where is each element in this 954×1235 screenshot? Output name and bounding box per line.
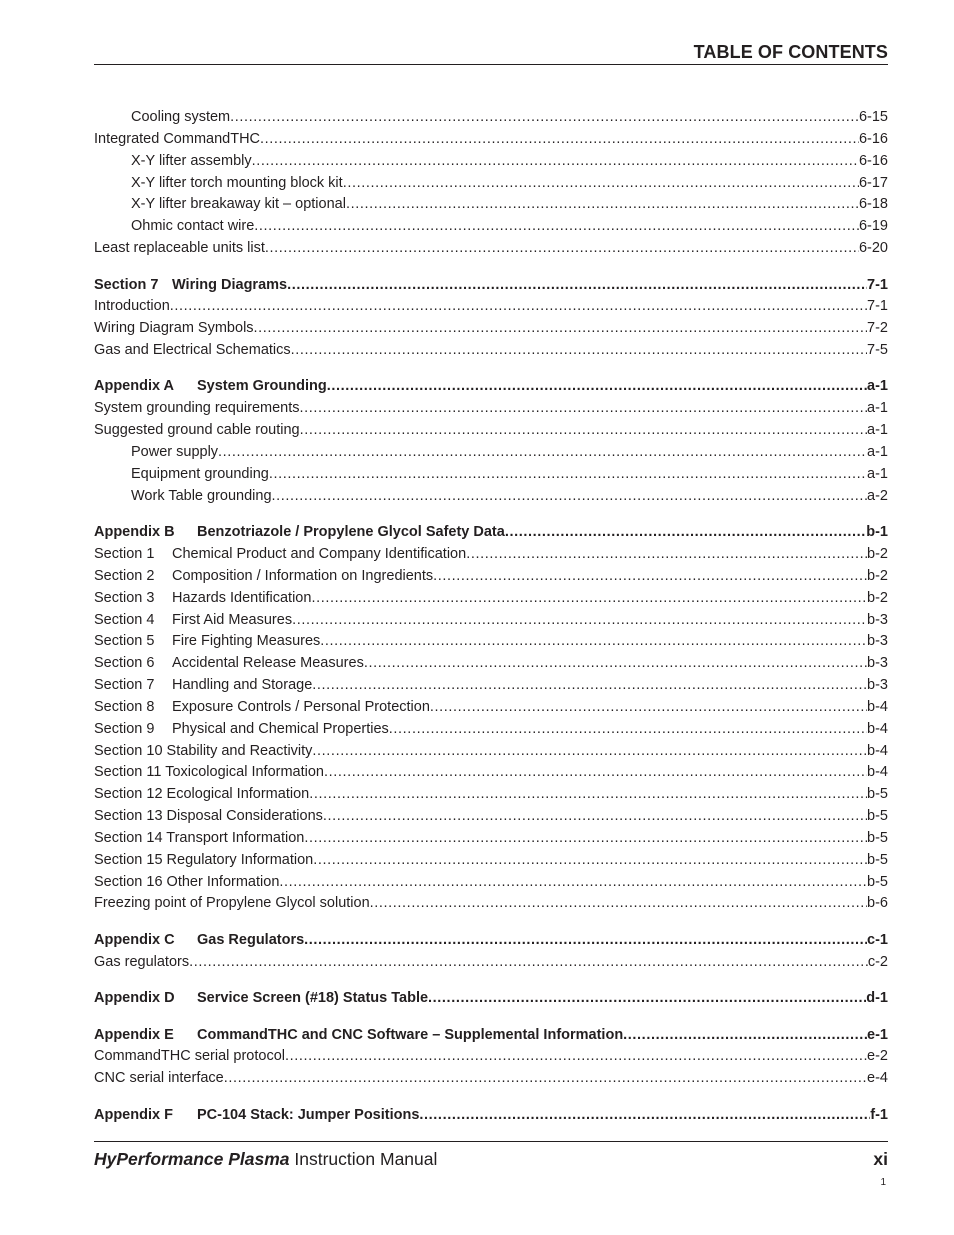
toc-page-number: b-4 [867,698,888,715]
toc-entry-prefix: Section 2 [94,567,155,584]
toc-entry-label: Least replaceable units list [94,240,265,257]
toc-entry-label: Section 14 Transport Information [94,829,305,846]
toc-entry [94,544,888,566]
toc-page-number: b-4 [867,764,888,781]
dot-leader [309,784,867,806]
footer-page-number: 1 [880,1177,886,1188]
toc-entry-title [94,340,291,362]
toc-entry-label: First Aid Measures [172,611,293,628]
toc-entry-label: Composition / Information on Ingredients [172,567,434,584]
toc-entry [94,1046,888,1068]
toc-page-number: a-1 [867,400,888,417]
toc-entry-prefix: Section 3 [94,589,155,606]
toc-page-number: 6-15 [858,109,888,125]
toc-page-number: a-1 [867,378,888,395]
toc-page-number: 7-1 [867,298,888,315]
toc-entry-title [94,828,304,850]
toc-entry [94,588,888,610]
dot-leader [370,893,867,915]
toc-section-heading [94,275,888,297]
toc-entry-prefix: Appendix C [94,931,175,948]
toc-entry-title [94,1068,224,1090]
toc-entry [94,420,888,442]
toc-page-number: b-4 [867,742,888,759]
toc-entry-title [94,762,324,784]
dot-leader [323,806,867,828]
toc-section-heading [94,376,888,398]
toc-entry-title [94,238,265,260]
toc-page-number: b-2 [867,545,888,562]
toc-entry-title [94,398,300,420]
toc-entry-label: X-Y lifter torch mounting block kit [131,174,343,191]
toc-entry-label: Chemical Product and Company Identification [172,545,467,562]
toc-entry-title [94,275,287,297]
toc-entry [94,107,888,129]
dot-leader [327,376,867,398]
toc-entry-title [131,216,254,238]
toc-entry-title [94,806,323,828]
toc-entry-label: Section 13 Disposal Considerations [94,808,323,825]
toc-entry-title [94,893,370,915]
dot-leader [300,420,867,442]
toc-entry [94,173,888,195]
toc-entry-label: Wiring Diagrams [172,276,288,293]
dot-leader [291,340,867,362]
dot-leader [265,238,859,260]
toc-entry-label: CNC serial interface [94,1070,224,1087]
toc-page-number: 6-19 [858,218,888,235]
toc-entry-title [94,129,260,151]
toc-entry-title [94,850,313,872]
toc-entry-prefix: Appendix D [94,990,175,1007]
toc-entry [94,398,888,420]
dot-leader [252,151,859,173]
footer-rule [94,1141,888,1142]
dot-leader [312,741,867,763]
toc-entry-label: Hazards Identification [172,589,312,606]
toc-entry [94,340,888,362]
toc-page-number: e-4 [867,1070,888,1087]
toc-entry [94,872,888,894]
toc-page-number: b-1 [866,524,888,541]
toc-entry-label: Power supply [131,444,219,460]
toc-entry-title [94,653,364,675]
toc-entry-label: CommandTHC and CNC Software – Supplemental Information [197,1026,624,1043]
toc-page-number: 6-20 [858,240,888,257]
toc-entry-label: PC-104 Stack: Jumper Positions [197,1106,420,1123]
toc-entry-label: Accidental Release Measures [172,655,364,672]
toc-entry-title [94,1046,285,1068]
dot-leader [320,631,867,653]
toc-entry-prefix: Appendix A [94,378,175,395]
dot-leader [304,930,867,952]
toc-page-number: a-1 [867,422,888,439]
toc-page-number: 6-16 [858,130,888,147]
toc-page-number: b-3 [867,655,888,672]
dot-leader [292,610,867,632]
toc-entry-title [94,930,304,952]
toc-entry-title [131,194,346,216]
toc-page-number: b-3 [867,633,888,650]
dot-leader [287,275,867,297]
toc-entry-label: Section 15 Regulatory Information [94,851,314,868]
toc-entry-title [94,952,189,974]
toc-entry-title [94,610,292,632]
dot-leader [254,318,867,340]
toc-entry-title [94,588,311,610]
toc-entry-title [94,544,466,566]
dot-leader [505,522,866,544]
toc-entry-label: X-Y lifter assembly [131,152,252,169]
toc-entry-prefix: Section 9 [94,720,155,737]
toc-entry-label: Exposure Controls / Personal Protection [172,698,430,715]
toc-entry-title [94,566,433,588]
toc-section-heading [94,1025,888,1047]
toc-entry-label: Section 10 Stability and Reactivity [94,742,313,759]
toc-entry [94,464,888,486]
toc-entry [94,784,888,806]
toc-entry-title [131,151,252,173]
dot-leader [428,988,866,1010]
toc-entry-title [94,697,430,719]
dot-leader [260,129,859,151]
dot-leader [170,296,867,318]
toc-page-number: b-5 [867,873,888,890]
toc-entry [94,194,888,216]
toc-entry-title [94,631,320,653]
toc-entry [94,952,888,974]
toc-entry-title [131,442,218,464]
toc-entry-label: Equipment grounding [131,465,269,482]
toc-entry-prefix: Section 4 [94,611,155,628]
toc-entry-label: Work Table grounding [131,487,272,504]
toc-entry-prefix: Appendix F [94,1106,173,1123]
toc-page-number: b-5 [867,829,888,846]
dot-leader [343,173,859,195]
dot-leader [269,464,867,486]
dot-leader [466,544,867,566]
dot-leader [324,762,867,784]
toc-entry [94,129,888,151]
toc-page-number: b-2 [867,567,888,584]
dot-leader [623,1025,867,1047]
toc-page-number: f-1 [870,1106,888,1123]
dot-leader [346,194,859,216]
page-header-title: TABLE OF CONTENTS [693,42,888,62]
toc-entry [94,296,888,318]
toc-entry [94,893,888,915]
toc-entry-prefix: Appendix B [94,524,175,541]
toc-entry [94,566,888,588]
toc-entry-prefix: Section 7 [94,276,159,293]
toc-entry-title [94,741,312,763]
dot-leader [224,1068,867,1090]
toc-page-number: c-1 [867,931,888,948]
toc-entry-title [94,784,309,806]
toc-entry-label: Physical and Chemical Properties [172,720,389,737]
toc-page-number: e-1 [867,1026,888,1043]
toc-entry-label: Integrated CommandTHC [94,130,261,147]
dot-leader [272,486,868,508]
toc-page-number: 6-18 [858,196,888,213]
toc-entry-title [94,719,389,741]
toc-entry-label: Section 12 Ecological Information [94,786,310,803]
toc-page-number: b-2 [867,589,888,606]
toc-entry-title [94,1025,623,1047]
toc-entry-title [94,376,327,398]
toc-entry [94,653,888,675]
toc-entry [94,631,888,653]
toc-entry [94,762,888,784]
toc-page-number: e-2 [867,1048,888,1065]
toc-entry-label: Benzotriazole / Propylene Glycol Safety Data [197,524,505,541]
dot-leader [279,872,867,894]
dot-leader [313,850,867,872]
toc-entry-title [94,522,505,544]
toc-entry-prefix: Appendix E [94,1026,174,1043]
dot-leader [254,216,859,238]
toc-entry-title [94,872,279,894]
dot-leader [189,952,868,974]
toc-page-number: b-5 [867,851,888,868]
toc-page-number: 7-2 [867,320,888,337]
toc-entry-label: Introduction [94,298,170,315]
toc-entry-label: Handling and Storage [172,677,313,694]
toc-entry [94,1068,888,1090]
dot-leader [311,588,867,610]
dot-leader [312,675,867,697]
toc-entry [94,318,888,340]
toc-entry-label: X-Y lifter breakaway kit – optional [131,196,346,213]
toc-entry [94,741,888,763]
toc-entry-label: Gas Regulators [197,931,305,948]
toc-page-number: a-2 [867,487,888,504]
table-of-contents [94,107,888,1127]
toc-entry-title [131,486,272,508]
toc-section-heading [94,522,888,544]
toc-entry-label: Gas regulators [94,953,190,970]
toc-section-heading [94,930,888,952]
toc-entry [94,850,888,872]
toc-page-number: 7-5 [867,342,888,359]
toc-entry-label: Service Screen (#18) Status Table [197,990,429,1007]
toc-entry [94,610,888,632]
toc-page-number: a-1 [867,465,888,482]
toc-entry-title [94,296,170,318]
toc-entry-title [94,420,300,442]
toc-entry-title [131,173,343,195]
toc-entry [94,806,888,828]
toc-page-number: 6-16 [858,152,888,169]
dot-leader [419,1105,870,1127]
toc-entry-prefix: Section 6 [94,655,155,672]
toc-page-number: d-1 [866,990,888,1007]
toc-entry [94,675,888,697]
header-rule [94,64,888,65]
toc-entry-label: System grounding requirements [94,400,300,417]
toc-entry-label: CommandTHC serial protocol [94,1048,285,1065]
toc-entry-label: Section 16 Other Information [94,873,280,890]
toc-entry [94,238,888,260]
toc-entry-title [94,318,254,340]
toc-entry-title [94,1105,419,1127]
dot-leader [433,566,867,588]
dot-leader [230,107,859,129]
toc-page-number: b-3 [867,677,888,694]
dot-leader [364,653,867,675]
toc-entry-title [131,464,269,486]
toc-entry [94,697,888,719]
toc-entry [94,216,888,238]
toc-entry-label: Ohmic contact wire [131,218,255,235]
toc-entry-label: Suggested ground cable routing [94,422,300,439]
toc-entry-title [131,107,230,129]
toc-page-number: b-5 [867,786,888,803]
footer-brand: HyPerformance Plasma [94,1149,290,1169]
toc-entry-label: System Grounding [197,378,327,395]
toc-entry [94,719,888,741]
dot-leader [430,697,867,719]
toc-entry [94,828,888,850]
toc-entry-label: Section 11 Toxicological Information [94,764,324,781]
toc-page-number: a-1 [867,444,888,460]
toc-entry [94,151,888,173]
toc-page-number: 7-1 [867,276,888,293]
dot-leader [218,442,867,464]
toc-section-heading [94,988,888,1010]
toc-entry [94,486,888,508]
dot-leader [389,719,867,741]
footer-page-roman: xi [873,1149,888,1169]
toc-entry-label: Cooling system [131,109,231,125]
toc-entry-label: Fire Fighting Measures [172,633,321,650]
toc-entry [94,442,888,464]
toc-page-number: b-4 [867,720,888,737]
toc-entry-prefix: Section 5 [94,633,155,650]
toc-entry-title [94,988,428,1010]
toc-entry-label: Wiring Diagram Symbols [94,320,254,337]
toc-page-number: b-3 [867,611,888,628]
toc-entry-label: Gas and Electrical Schematics [94,342,291,359]
toc-entry-title [94,675,312,697]
toc-entry-prefix: Section 8 [94,698,155,715]
toc-page-number: c-2 [867,953,888,970]
dot-leader [285,1046,867,1068]
toc-page-number: 6-17 [858,174,888,191]
dot-leader [304,828,867,850]
footer-manual: Instruction Manual [289,1149,438,1169]
toc-entry-label: Freezing point of Propylene Glycol solution [94,895,370,912]
toc-page-number: b-5 [867,808,888,825]
toc-entry-prefix: Section 7 [94,677,155,694]
toc-page-number: b-6 [867,895,888,912]
toc-entry-prefix: Section 1 [94,545,155,562]
footer-manual-title [94,1149,437,1170]
toc-section-heading [94,1105,888,1127]
dot-leader [300,398,868,420]
